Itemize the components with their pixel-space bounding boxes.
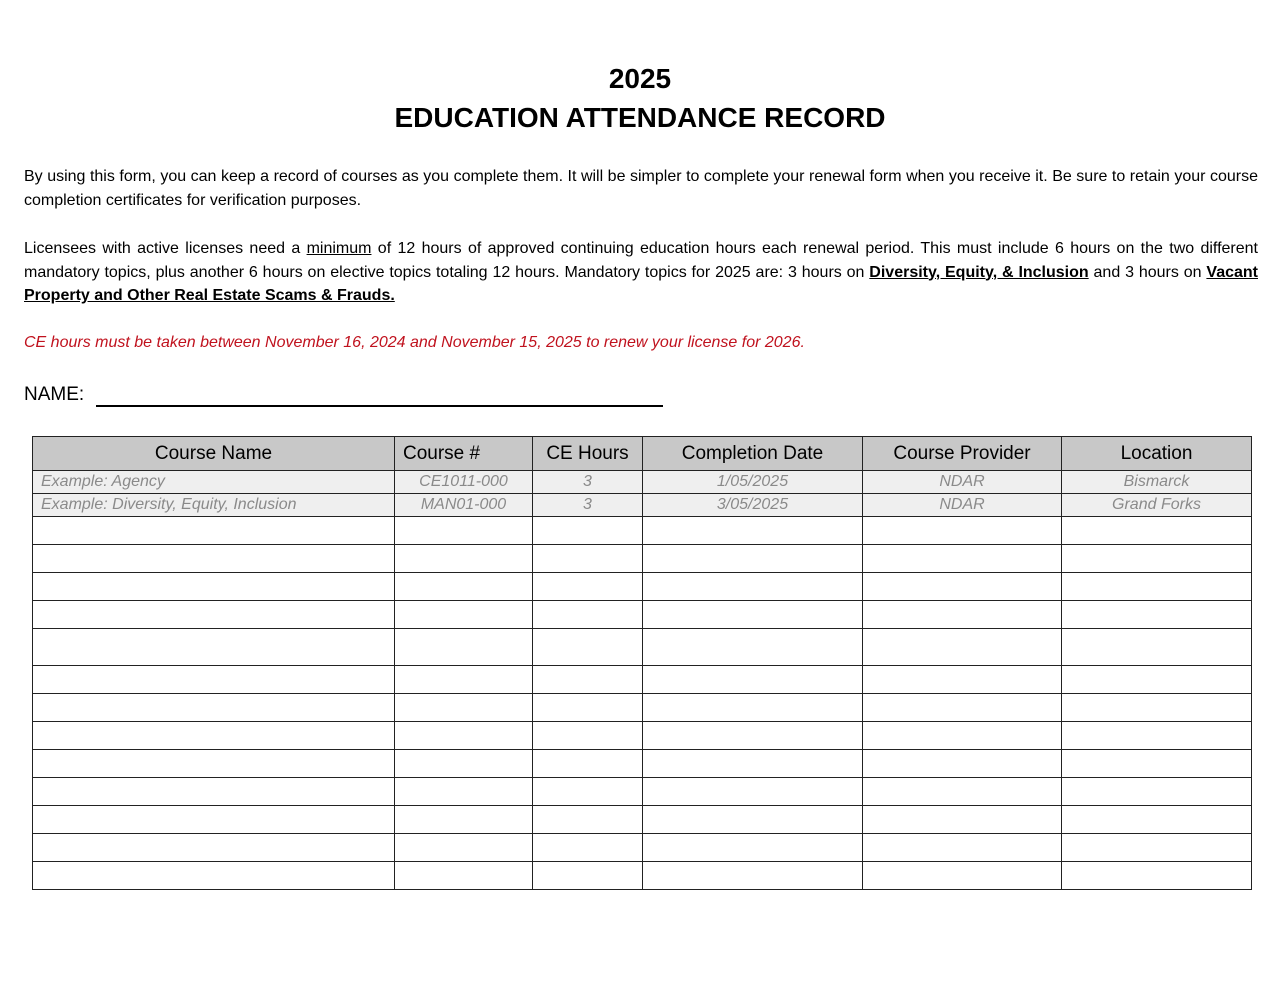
requirements-paragraph bbox=[24, 237, 1258, 308]
course-provider-cell[interactable] bbox=[863, 722, 1062, 750]
location-cell[interactable] bbox=[1062, 629, 1252, 666]
location-cell[interactable] bbox=[1062, 601, 1252, 629]
course-name-cell[interactable] bbox=[33, 834, 395, 862]
course-name-cell[interactable] bbox=[33, 601, 395, 629]
example-course-number: MAN01-000 bbox=[395, 494, 533, 517]
requirements-text-a: Licensees with active licenses need a bbox=[24, 240, 307, 257]
course-number-cell[interactable] bbox=[395, 694, 533, 722]
col-header-ce-hours: CE Hours bbox=[533, 437, 643, 471]
course-name-cell[interactable] bbox=[33, 573, 395, 601]
page-title: EDUCATION ATTENDANCE RECORD bbox=[394, 102, 886, 133]
table-row bbox=[33, 601, 1252, 629]
course-name-cell[interactable] bbox=[33, 629, 395, 666]
requirements-text-b: of 12 hours of approved continuing education hours each renewal period. This must include 6 hours on the two different mandatory topics, plus another 6 hours on elective topics totaling 12 hours. Mandatory topics for 2025 are: 3 hours on bbox=[24, 240, 1258, 281]
course-provider-cell[interactable] bbox=[863, 545, 1062, 573]
deadline-notice: CE hours must be taken between November 16, 2024 and November 15, 2025 to renew your license for 2026. bbox=[24, 334, 805, 351]
ce-hours-cell[interactable] bbox=[533, 750, 643, 778]
course-number-cell[interactable] bbox=[395, 750, 533, 778]
table-row bbox=[33, 629, 1252, 666]
example-course-name: Example: Agency bbox=[33, 471, 395, 494]
col-header-location: Location bbox=[1062, 437, 1252, 471]
course-number-cell[interactable] bbox=[395, 806, 533, 834]
table-row bbox=[33, 750, 1252, 778]
ce-hours-cell[interactable] bbox=[533, 778, 643, 806]
ce-hours-cell[interactable] bbox=[533, 629, 643, 666]
completion-date-cell[interactable] bbox=[643, 601, 863, 629]
example-ce-hours: 3 bbox=[533, 471, 643, 494]
example-completion-date: 1/05/2025 bbox=[643, 471, 863, 494]
completion-date-cell[interactable] bbox=[643, 778, 863, 806]
intro-paragraph: By using this form, you can keep a record of courses as you complete them. It will be simpler to complete your renewal form when you receive it. Be sure to retain your course completion certificates for verification purposes. bbox=[24, 168, 1258, 209]
location-cell[interactable] bbox=[1062, 666, 1252, 694]
ce-hours-cell[interactable] bbox=[533, 694, 643, 722]
example-row bbox=[33, 471, 1252, 494]
course-number-cell[interactable] bbox=[395, 573, 533, 601]
ce-hours-cell[interactable] bbox=[533, 666, 643, 694]
col-header-course-name: Course Name bbox=[33, 437, 395, 471]
example-row bbox=[33, 494, 1252, 517]
course-name-cell[interactable] bbox=[33, 545, 395, 573]
table-row bbox=[33, 573, 1252, 601]
course-provider-cell[interactable] bbox=[863, 601, 1062, 629]
course-provider-cell[interactable] bbox=[863, 629, 1062, 666]
example-location: Grand Forks bbox=[1062, 494, 1252, 517]
ce-hours-cell[interactable] bbox=[533, 722, 643, 750]
location-cell[interactable] bbox=[1062, 517, 1252, 545]
mandatory-topic-scams: Vacant Property and Other Real Estate Scams & Frauds. bbox=[24, 263, 1258, 304]
course-provider-cell[interactable] bbox=[863, 806, 1062, 834]
course-name-cell[interactable] bbox=[33, 666, 395, 694]
table-row bbox=[33, 545, 1252, 573]
course-number-cell[interactable] bbox=[395, 629, 533, 666]
name-label: NAME: bbox=[24, 384, 85, 405]
course-number-cell[interactable] bbox=[395, 601, 533, 629]
completion-date-cell[interactable] bbox=[643, 806, 863, 834]
attendance-table bbox=[32, 436, 1252, 890]
example-completion-date: 3/05/2025 bbox=[643, 494, 863, 517]
completion-date-cell[interactable] bbox=[643, 834, 863, 862]
course-name-cell[interactable] bbox=[33, 778, 395, 806]
completion-date-cell[interactable] bbox=[643, 629, 863, 666]
course-number-cell[interactable] bbox=[395, 545, 533, 573]
course-number-cell[interactable] bbox=[395, 862, 533, 890]
course-number-cell[interactable] bbox=[395, 778, 533, 806]
course-number-cell[interactable] bbox=[395, 834, 533, 862]
col-header-completion-date: Completion Date bbox=[643, 437, 863, 471]
location-cell[interactable] bbox=[1062, 778, 1252, 806]
course-name-cell[interactable] bbox=[33, 722, 395, 750]
course-name-cell[interactable] bbox=[33, 517, 395, 545]
table-row bbox=[33, 517, 1252, 545]
minimum-emphasis: minimum bbox=[306, 240, 372, 257]
example-ce-hours: 3 bbox=[533, 494, 643, 517]
completion-date-cell[interactable] bbox=[643, 694, 863, 722]
example-location: Bismarck bbox=[1062, 471, 1252, 494]
course-name-cell[interactable] bbox=[33, 694, 395, 722]
table-row bbox=[33, 666, 1252, 694]
ce-hours-cell[interactable] bbox=[533, 573, 643, 601]
course-provider-cell[interactable] bbox=[863, 517, 1062, 545]
table-header-row bbox=[33, 437, 1252, 471]
completion-date-cell[interactable] bbox=[643, 573, 863, 601]
example-course-name: Example: Diversity, Equity, Inclusion bbox=[33, 494, 395, 517]
ce-hours-cell[interactable] bbox=[533, 862, 643, 890]
location-cell[interactable] bbox=[1062, 834, 1252, 862]
completion-date-cell[interactable] bbox=[643, 862, 863, 890]
location-cell[interactable] bbox=[1062, 694, 1252, 722]
ce-hours-cell[interactable] bbox=[533, 545, 643, 573]
course-provider-cell[interactable] bbox=[863, 573, 1062, 601]
col-header-course-provider: Course Provider bbox=[863, 437, 1062, 471]
course-number-cell[interactable] bbox=[395, 517, 533, 545]
location-cell[interactable] bbox=[1062, 806, 1252, 834]
year-heading: 2025 bbox=[608, 63, 672, 94]
completion-date-cell[interactable] bbox=[643, 722, 863, 750]
table-row bbox=[33, 806, 1252, 834]
course-name-cell[interactable] bbox=[33, 862, 395, 890]
completion-date-cell[interactable] bbox=[643, 545, 863, 573]
example-course-number: CE1011-000 bbox=[395, 471, 533, 494]
course-provider-cell[interactable] bbox=[863, 778, 1062, 806]
col-header-course-number: Course # bbox=[395, 437, 533, 471]
course-number-cell[interactable] bbox=[395, 722, 533, 750]
name-input-line[interactable] bbox=[96, 405, 663, 407]
location-cell[interactable] bbox=[1062, 750, 1252, 778]
course-number-cell[interactable] bbox=[395, 666, 533, 694]
location-cell[interactable] bbox=[1062, 573, 1252, 601]
example-course-provider: NDAR bbox=[863, 494, 1062, 517]
location-cell[interactable] bbox=[1062, 722, 1252, 750]
completion-date-cell[interactable] bbox=[643, 517, 863, 545]
ce-hours-cell[interactable] bbox=[533, 601, 643, 629]
table-row bbox=[33, 694, 1252, 722]
course-provider-cell[interactable] bbox=[863, 666, 1062, 694]
example-course-provider: NDAR bbox=[863, 471, 1062, 494]
completion-date-cell[interactable] bbox=[643, 750, 863, 778]
ce-hours-cell[interactable] bbox=[533, 806, 643, 834]
table-row bbox=[33, 834, 1252, 862]
completion-date-cell[interactable] bbox=[643, 666, 863, 694]
course-provider-cell[interactable] bbox=[863, 834, 1062, 862]
course-provider-cell[interactable] bbox=[863, 694, 1062, 722]
location-cell[interactable] bbox=[1062, 545, 1252, 573]
course-name-cell[interactable] bbox=[33, 806, 395, 834]
location-cell[interactable] bbox=[1062, 862, 1252, 890]
table-row bbox=[33, 722, 1252, 750]
course-name-cell[interactable] bbox=[33, 750, 395, 778]
ce-hours-cell[interactable] bbox=[533, 834, 643, 862]
mandatory-topic-dei: Diversity, Equity, & Inclusion bbox=[869, 263, 1089, 281]
course-provider-cell[interactable] bbox=[863, 750, 1062, 778]
requirements-text-c: and 3 hours on bbox=[1088, 263, 1207, 281]
course-provider-cell[interactable] bbox=[863, 862, 1062, 890]
table-row bbox=[33, 778, 1252, 806]
ce-hours-cell[interactable] bbox=[533, 517, 643, 545]
table-row bbox=[33, 862, 1252, 890]
